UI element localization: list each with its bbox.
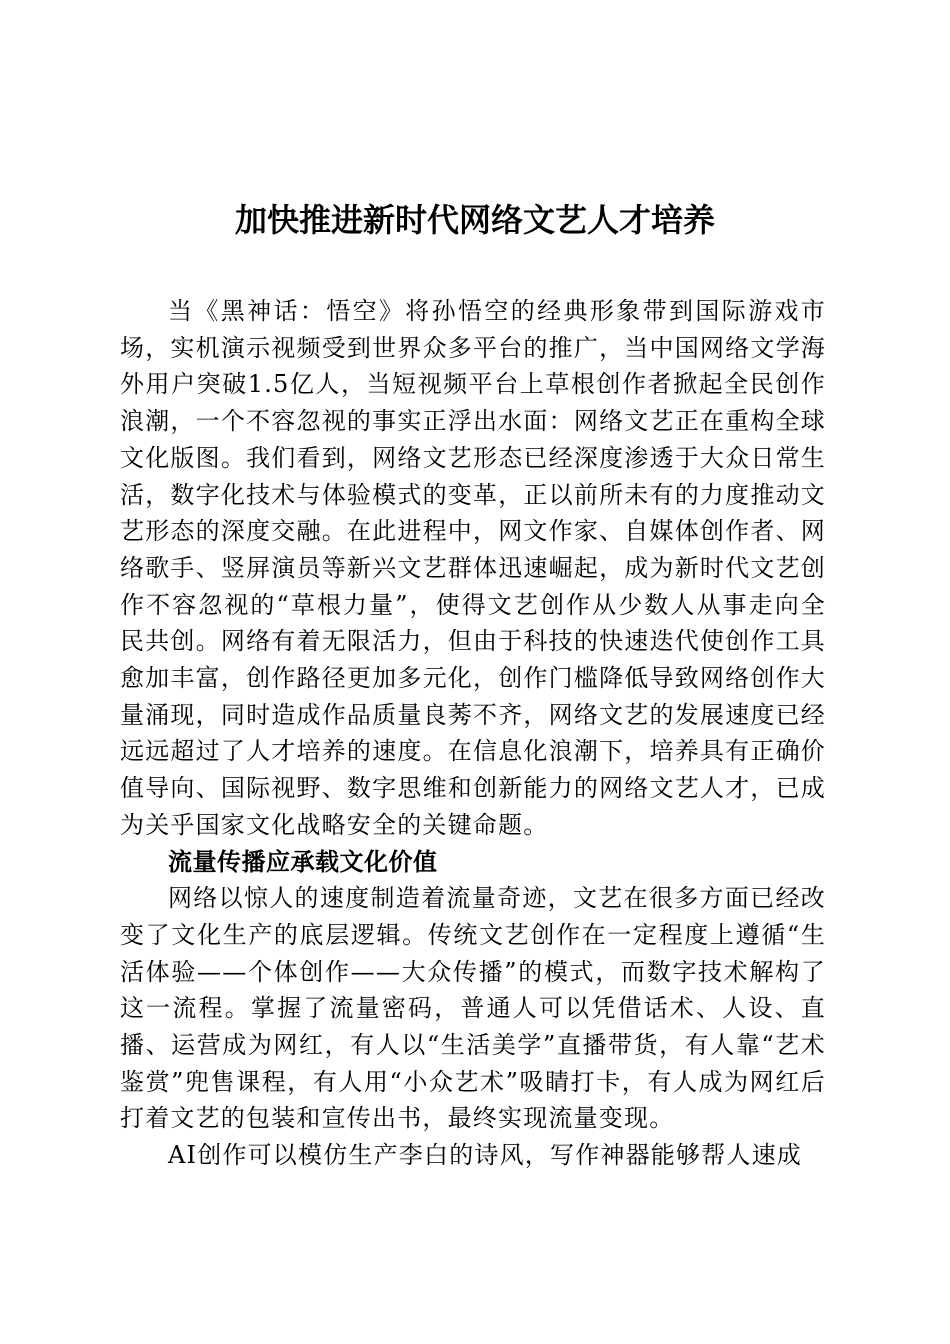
section-paragraph: AI创作可以模仿生产李白的诗风，写作神器能够帮人速成 (168, 1141, 803, 1170)
document-title: 加快推进新时代网络文艺人才培养 (234, 201, 715, 239)
section-heading: 流量传播应承载文化价值 (168, 846, 438, 876)
intro-paragraph: 当《黑神话：悟空》将孙悟空的经典形象带到国际游戏市场，实机演示视频受到世界众多平台的推广，当中国网络文学海外用户突破1.5亿人，当短视频平台上草根创作者掀起全民创作浪潮，一个不容忽视的事实正浮出水面：网络文艺正在重构全球文化版图。我们看到，网络文艺形态已经深度渗透于大众日常生活，数字化技术与体验模式的变革，正以前所未有的力度推动文艺形态的深度交融。在此进程中，网文作家、自媒体创作者、网络歌手、竖屏演员等新兴文艺群体迅速崛起，成为新时代文艺创作不容忽视的“草根力量”，使得文艺创作从少数人从事走向全民共创。网络有着无限活力，但由于科技的快速迭代使创作工具愈加丰富，创作路径更加多元化，创作门槛降低导致网络创作大量涌现，同时造成作品质量良莠不齐，网络文艺的发展速度已经远远超过了人才培养的速度。在信息化浪潮下，培养具有正确价值导向、国际视野、数字思维和创新能力的网络文艺人才，已成为关乎国家文化战略安全的关键命题。 (120, 297, 826, 839)
section-paragraph: 网络以惊人的速度制造着流量奇迹，文艺在很多方面已经改变了文化生产的底层逻辑。传统文艺创作在一定程度上遵循“生活体验——个体创作——大众传播”的模式，而数字技术解构了这一流程。掌握了流量密码，普通人可以凭借话术、人设、直播、运营成为网红，有人以“生活美学”直播带货，有人靠“艺术鉴赏”兜售课程，有人用“小众艺术”吸睛打卡，有人成为网红后打着文艺的包装和宣传出书，最终实现流量变现。 (120, 884, 826, 1133)
document-body (120, 293, 826, 1174)
